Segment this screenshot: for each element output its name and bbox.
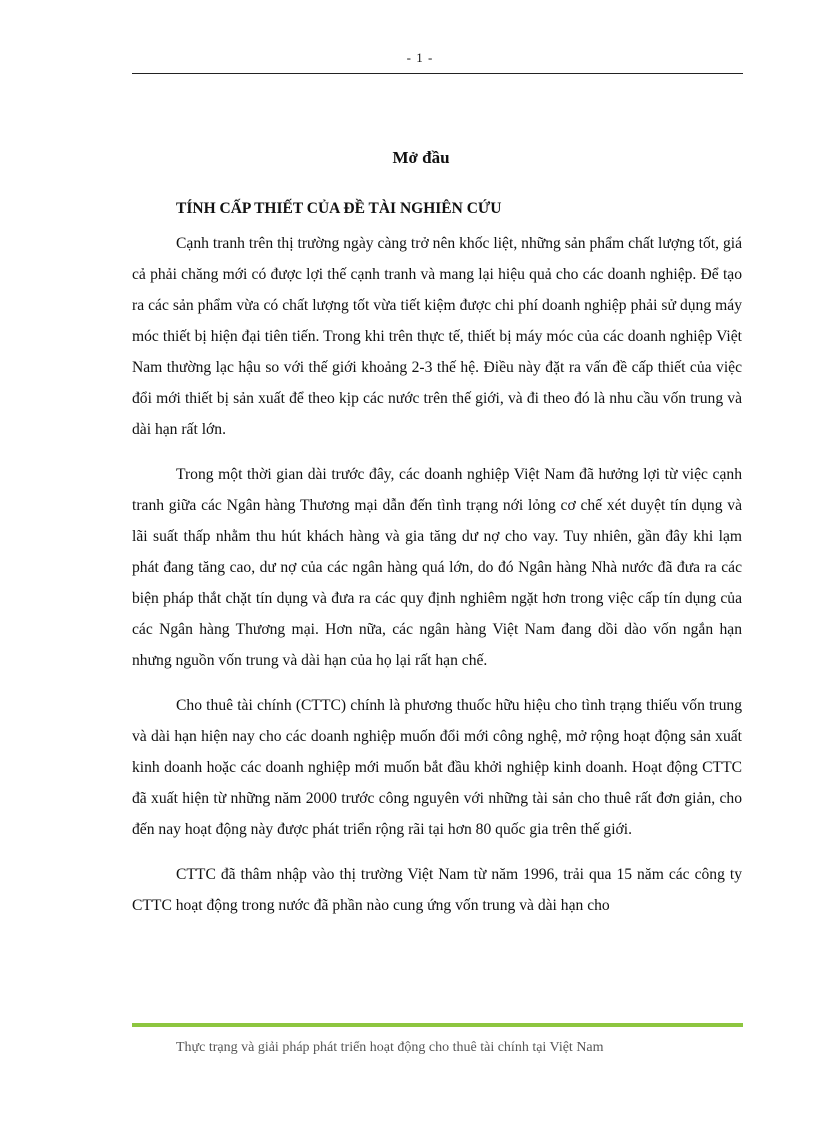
footer-text: Thực trạng và giải pháp phát triển hoạt động cho thuê tài chính tại Việt Nam	[176, 1040, 604, 1055]
header-divider	[132, 73, 743, 74]
paragraph: CTTC đã thâm nhập vào thị trường Việt Nam từ năm 1996, trải qua 15 năm các công ty CTTC hoạt động trong nước đã phần nào cung ứng vốn trung và dài hạn cho	[132, 866, 742, 914]
footer-divider	[132, 1023, 743, 1027]
page-number: - 1 -	[406, 50, 434, 65]
body-text	[132, 228, 742, 921]
paragraph: Trong một thời gian dài trước đây, các doanh nghiệp Việt Nam đã hưởng lợi từ việc cạnh tranh giữa các Ngân hàng Thương mại dẫn đến tình trạng nới lỏng cơ chế xét duyệt tín dụng và lãi suất thấp nhằm thu hút khách hàng và gia tăng dư nợ cho vay. Tuy nhiên, gần đây khi lạm phát đang tăng cao, dư nợ của các ngân hàng quá lớn, do đó Ngân hàng Nhà nước đã đưa ra các biện pháp thắt chặt tín dụng và đưa ra các quy định nghiêm ngặt hơn trong việc cấp tín dụng của các Ngân hàng Thương mại. Hơn nữa, các ngân hàng Việt Nam đang dồi dào vốn ngắn hạn nhưng nguồn vốn trung và dài hạn của họ lại rất hạn chế.	[132, 466, 742, 669]
document-title: Mở đầu	[392, 148, 450, 167]
paragraph: Cạnh tranh trên thị trường ngày càng trở nên khốc liệt, những sản phẩm chất lượng tốt, giá cả phải chăng mới có được lợi thế cạnh tranh và mang lại hiệu quả cho các doanh nghiệp. Để tạo ra các sản phẩm vừa có chất lượng tốt vừa tiết kiệm được chi phí doanh nghiệp phải sử dụng máy móc thiết bị hiện đại tiên tiến. Trong khi trên thực tế, thiết bị máy móc của các doanh nghiệp Việt Nam thường lạc hậu so với thế giới khoảng 2-3 thế hệ. Điều này đặt ra vấn đề cấp thiết của việc đổi mới thiết bị sản xuất để theo kịp các nước trên thế giới, và đi theo đó là nhu cầu vốn trung và dài hạn rất lớn.	[132, 235, 742, 438]
section-heading: TÍNH CẤP THIẾT CỦA ĐỀ TÀI NGHIÊN CỨU	[176, 200, 502, 217]
paragraph: Cho thuê tài chính (CTTC) chính là phương thuốc hữu hiệu cho tình trạng thiếu vốn trung và dài hạn hiện nay cho các doanh nghiệp muốn đổi mới công nghệ, mở rộng hoạt động sản xuất kinh doanh hoặc các doanh nghiệp mới muốn bắt đầu khởi nghiệp kinh doanh. Hoạt động CTTC đã xuất hiện từ những năm 2000 trước công nguyên với những tài sản cho thuê rất đơn giản, cho đến nay hoạt động này được phát triển rộng rãi tại hơn 80 quốc gia trên thế giới.	[132, 697, 742, 838]
